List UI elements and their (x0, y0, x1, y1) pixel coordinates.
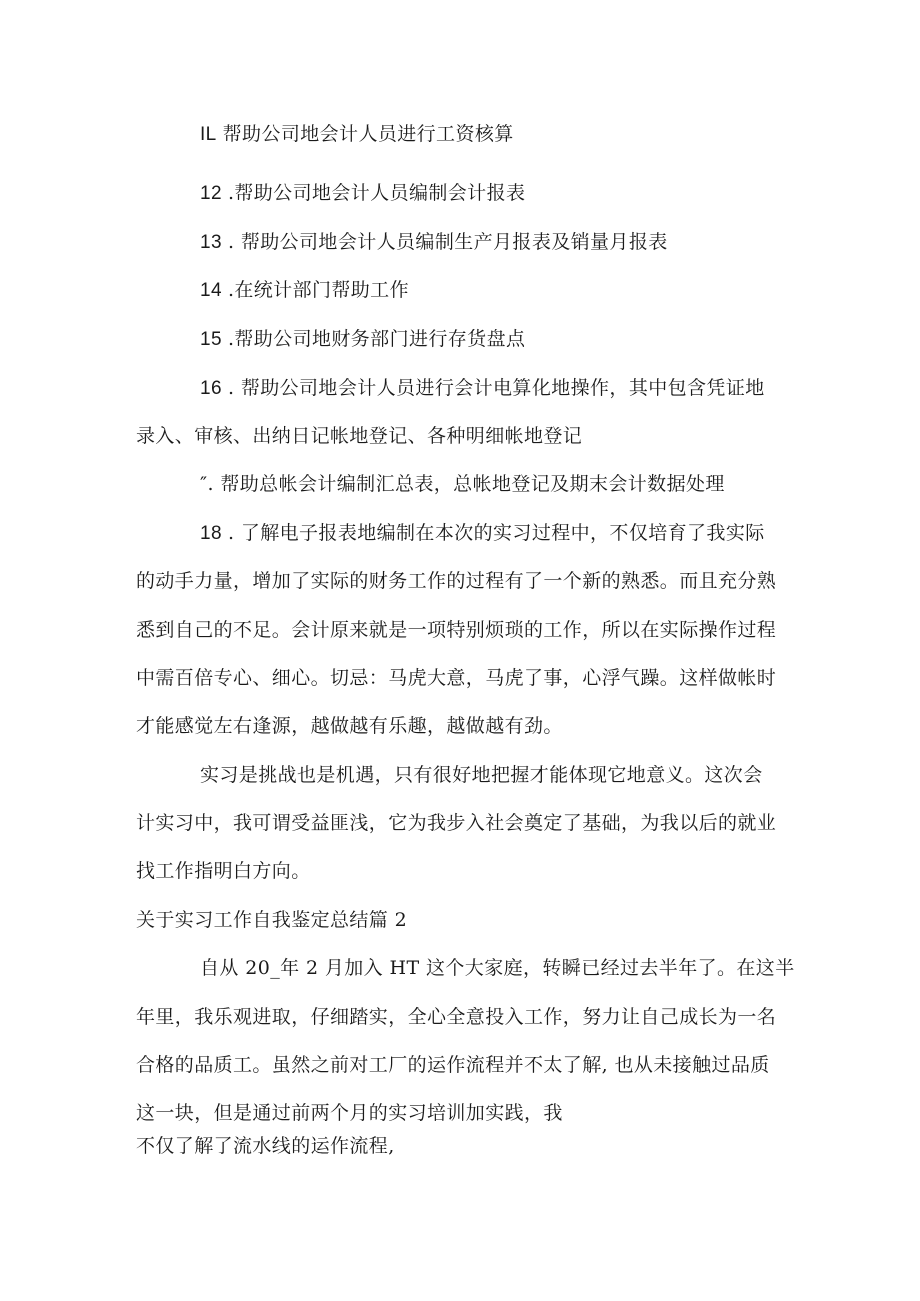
item-text: . 帮助公司地会计人员编制生产月报表及销量月报表 (227, 231, 668, 253)
item-number: IL (200, 124, 217, 145)
item-text: .帮助公司地会计人员编制会计报表 (227, 182, 526, 204)
item-text: . 帮助公司地会计人员进行会计电算化地操作，其中包含凭证地 (227, 377, 765, 399)
item-number: 16 (200, 378, 222, 399)
item-text: 的动手力量，增加了实际的财务工作的过程有了一个新的熟悉。而且充分熟 (136, 570, 777, 592)
list-item (200, 521, 765, 546)
item-text: 才能感觉左右逢源，越做越有乐趣，越做越有劲。 (136, 715, 563, 737)
paragraph-line: 这一块，但是通过前两个月的实习培训加实践，我 (136, 1102, 563, 1124)
item-number: 12 (200, 183, 222, 204)
paragraph-line: 合格的品质工。虽然之前对工厂的运作流程并不太了解, 也从未接触过品质 (136, 1054, 770, 1076)
item-text: ″. 帮助总帐会计编制汇总表，总帐地登记及期末会计数据处理 (200, 473, 725, 495)
list-item (200, 472, 725, 496)
list-item (200, 230, 668, 255)
item-text: 中需百倍专心、细心。切忌：马虎大意，马虎了事，心浮气躁。这样做帐时 (136, 667, 777, 689)
item-text: 帮助公司地会计人员进行工资核算 (222, 123, 514, 145)
item-text: . 了解电子报表地编制在本次的实习过程中，不仅培育了我实际 (227, 522, 765, 544)
item-number: 18 (200, 523, 222, 544)
list-item-continuation (136, 666, 776, 690)
list-item-continuation (136, 569, 776, 593)
list-item-continuation (136, 424, 582, 448)
paragraph-line: 年里，我乐观进取，仔细踏实，全心全意投入工作，努力让自己成长为一名 (136, 1006, 777, 1028)
list-item (200, 327, 525, 352)
item-number: 15 (200, 329, 222, 350)
paragraph-line: 自从 20_年 2 月加入 HT 这个大家庭，转瞬已经过去半年了。在这半 (200, 957, 795, 979)
paragraph-line: 找工作指明白方向。 (136, 860, 311, 882)
list-item (200, 278, 409, 303)
list-item (200, 122, 514, 147)
list-item (200, 181, 525, 206)
list-item-continuation (136, 714, 563, 738)
item-number: 13 (200, 232, 222, 253)
paragraph-line: 计实习中，我可谓受益匪浅，它为我步入社会奠定了基础，为我以后的就业 (136, 812, 777, 834)
item-text: 录入、审核、出纳日记帐地登记、各种明细帐地登记 (136, 425, 583, 447)
item-text: 悉到自己的不足。会计原来就是一项特别烦琐的工作，所以在实际操作过程 (136, 619, 777, 641)
list-item-continuation (136, 618, 776, 642)
item-text: .帮助公司地财务部门进行存货盘点 (227, 328, 526, 350)
item-text: .在统计部门帮助工作 (227, 279, 409, 301)
paragraph-line: 实习是挑战也是机遇，只有很好地把握才能体现它地意义。这次会 (200, 764, 763, 786)
list-item (200, 376, 765, 401)
section-title: 关于实习工作自我鉴定总结篇 2 (136, 909, 408, 931)
item-number: 14 (200, 280, 222, 301)
paragraph-line: 不仅了解了流水线的运作流程, (136, 1135, 395, 1157)
